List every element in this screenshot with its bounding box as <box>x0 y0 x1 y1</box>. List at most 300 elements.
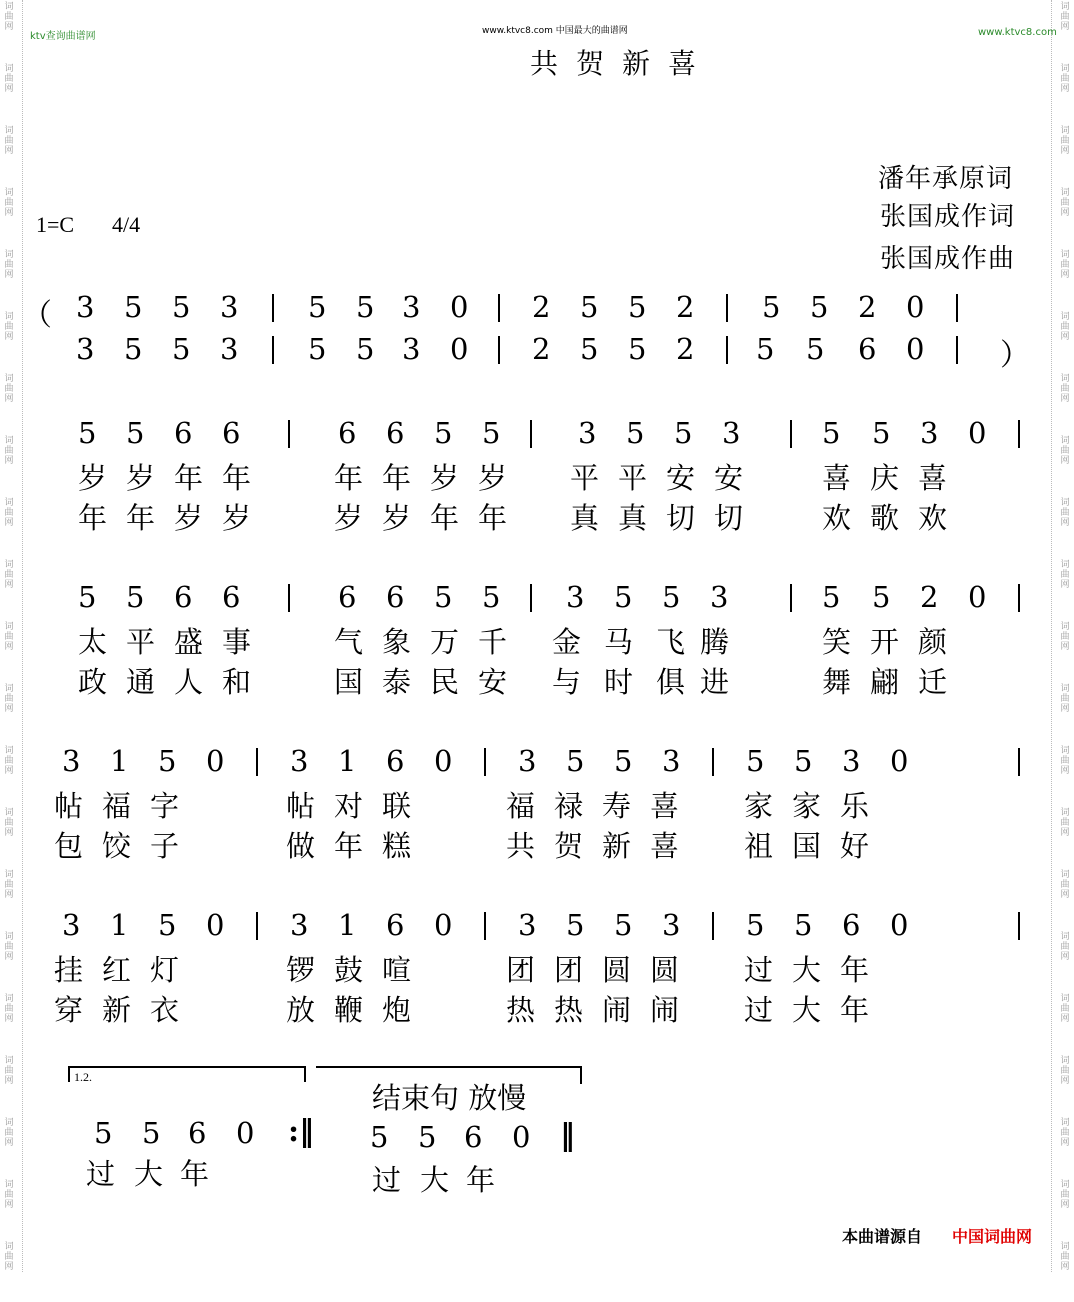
note: 1 <box>110 908 129 942</box>
watermark-char: 曲 <box>1060 12 1070 22</box>
watermark-char: 曲 <box>1060 756 1070 766</box>
lyric-char: 锣 <box>286 953 316 987</box>
song-title: 共贺新喜 <box>530 47 715 80</box>
watermark-char: 曲 <box>1060 1004 1070 1014</box>
note: 5 <box>124 332 143 366</box>
note: 3 <box>290 908 309 942</box>
note: 6 <box>222 416 241 450</box>
credit-lyricist: 张国成作词 <box>880 202 1016 232</box>
note: 5 <box>308 332 327 366</box>
note: 5 <box>78 580 97 614</box>
lyric-char: 喜 <box>650 789 680 823</box>
lyric-char: 好 <box>840 829 870 863</box>
note: 6 <box>222 580 241 614</box>
watermark-char: 词 <box>1060 1242 1070 1252</box>
watermark-char: 网 <box>1060 828 1070 838</box>
volta-2-label: 结束句 放慢 <box>372 1081 527 1115</box>
note: 1 <box>110 744 129 778</box>
note: 0 <box>434 744 453 778</box>
lyric-char: 过 <box>744 953 774 987</box>
watermark-char: 网 <box>1060 208 1070 218</box>
footer-source-label: 本曲谱源自 <box>842 1227 923 1246</box>
watermark-char: 网 <box>4 766 14 776</box>
lyric-char: 热 <box>506 993 536 1027</box>
note: 0 <box>450 332 469 366</box>
note: 5 <box>356 290 375 324</box>
note: 0 <box>512 1120 531 1154</box>
lyric-char: 开 <box>870 625 900 659</box>
watermark-char: 词 <box>1060 374 1070 384</box>
note: 5 <box>158 908 177 942</box>
watermark-char: 网 <box>4 828 14 838</box>
lyric-char: 穿 <box>54 993 84 1027</box>
note: 5 <box>434 416 453 450</box>
note: 3 <box>76 290 95 324</box>
note: 0 <box>890 908 909 942</box>
watermark-char: 网 <box>4 642 14 652</box>
watermark-char: 网 <box>4 1138 14 1148</box>
watermark-char: 网 <box>1060 890 1070 900</box>
lyric-char: 年 <box>478 501 508 535</box>
watermark-char: 词 <box>1060 64 1070 74</box>
note: 6 <box>386 580 405 614</box>
lyric-row <box>0 784 1074 824</box>
watermark-char: 网 <box>1060 1138 1070 1148</box>
lyric-char: 灯 <box>150 953 180 987</box>
watermark-char: 曲 <box>1060 198 1070 208</box>
note: 0 <box>206 908 225 942</box>
lyric-row <box>0 824 1074 864</box>
note: 2 <box>532 332 551 366</box>
ending-1-repeat-barline: :‖ <box>288 1114 315 1149</box>
watermark-char: 曲 <box>4 12 14 22</box>
note: 5 <box>172 332 191 366</box>
barline <box>498 336 500 364</box>
lyric-char: 切 <box>714 501 744 535</box>
lyric-char: 岁 <box>78 461 108 495</box>
lyric-char: 腾 <box>700 625 730 659</box>
lyric-char: 鼓 <box>334 953 364 987</box>
watermark-char: 词 <box>4 1118 14 1128</box>
watermark-char: 曲 <box>1060 446 1070 456</box>
note: 5 <box>746 908 765 942</box>
lyric-char: 舞 <box>822 665 852 699</box>
note: 5 <box>746 744 765 778</box>
watermark-char: 曲 <box>4 260 14 270</box>
note: 3 <box>62 908 81 942</box>
watermark-char: 网 <box>1060 84 1070 94</box>
lyric-char: 事 <box>222 625 252 659</box>
watermark-char: 词 <box>4 188 14 198</box>
barline <box>256 748 258 776</box>
lyric-char: 团 <box>554 953 584 987</box>
watermark-char: 词 <box>4 746 14 756</box>
note: 5 <box>566 908 585 942</box>
watermark-char: 网 <box>1060 270 1070 280</box>
watermark-char: 词 <box>1060 808 1070 818</box>
lyric-char: 共 <box>506 829 536 863</box>
watermark-char: 词 <box>1060 1118 1070 1128</box>
ending-2-final-barline: ‖ <box>560 1118 575 1153</box>
watermark-char: 词 <box>1060 498 1070 508</box>
watermark-char: 曲 <box>4 942 14 952</box>
watermark-char: 曲 <box>4 694 14 704</box>
footer-source-site[interactable]: 中国词曲网 <box>952 1227 1033 1246</box>
lyric-char: 岁 <box>478 461 508 495</box>
note: 5 <box>662 580 681 614</box>
note: 0 <box>906 332 925 366</box>
watermark-char: 曲 <box>1060 384 1070 394</box>
watermark-char: 网 <box>4 208 14 218</box>
watermark-char: 网 <box>1060 146 1070 156</box>
intro-close-paren: ） <box>1000 338 1030 373</box>
barline <box>726 294 728 322</box>
watermark-char: 词 <box>1060 312 1070 322</box>
watermark-char: 曲 <box>4 136 14 146</box>
lyric-char: 飞 <box>656 625 686 659</box>
lyric-char: 年 <box>382 461 412 495</box>
watermark-char: 曲 <box>4 1066 14 1076</box>
watermark-char: 网 <box>1060 332 1070 342</box>
watermark-char: 词 <box>4 1056 14 1066</box>
lyric-char: 联 <box>382 789 412 823</box>
lyric-char: 俱 <box>656 665 686 699</box>
lyric-char: 年 <box>334 829 364 863</box>
note: 5 <box>370 1120 389 1154</box>
note: 6 <box>174 416 193 450</box>
note: 0 <box>890 744 909 778</box>
note: 5 <box>822 580 841 614</box>
watermark-char: 网 <box>4 270 14 280</box>
note: 5 <box>794 908 813 942</box>
watermark-char: 曲 <box>1060 942 1070 952</box>
watermark-char: 词 <box>4 374 14 384</box>
note: 5 <box>822 416 841 450</box>
watermark-char: 曲 <box>1060 632 1070 642</box>
watermark-char: 网 <box>1060 456 1070 466</box>
lyric-char: 糕 <box>382 829 412 863</box>
ending-2-lyrics <box>0 1158 1074 1198</box>
watermark-char: 曲 <box>4 1190 14 1200</box>
note-row <box>0 580 1074 620</box>
key-signature: 1=C <box>36 212 75 237</box>
lyric-char: 切 <box>666 501 696 535</box>
watermark-char: 词 <box>1060 932 1070 942</box>
watermark-char: 曲 <box>4 570 14 580</box>
credit-composer: 张国成作曲 <box>880 244 1016 274</box>
lyric-char: 福 <box>102 789 132 823</box>
watermark-char: 网 <box>4 952 14 962</box>
note: 5 <box>810 290 829 324</box>
note: 2 <box>858 290 877 324</box>
watermark-char: 网 <box>4 1200 14 1210</box>
lyric-char: 对 <box>334 789 364 823</box>
lyric-char: 与 <box>552 665 582 699</box>
watermark-char: 词 <box>4 498 14 508</box>
lyric-char: 大 <box>792 993 822 1027</box>
lyric-char: 喜 <box>650 829 680 863</box>
lyric-char: 安 <box>666 461 696 495</box>
lyric-row <box>0 456 1074 496</box>
note: 6 <box>188 1116 207 1150</box>
watermark-char: 网 <box>4 22 14 32</box>
lyric-char: 新 <box>602 829 632 863</box>
watermark-char: 网 <box>1060 766 1070 776</box>
note: 6 <box>386 744 405 778</box>
watermark-char: 网 <box>1060 580 1070 590</box>
watermark-char: 词 <box>4 684 14 694</box>
watermark-char: 曲 <box>1060 570 1070 580</box>
lyric-char: 过 <box>372 1163 402 1197</box>
watermark-char: 曲 <box>4 756 14 766</box>
watermark-char: 曲 <box>1060 74 1070 84</box>
lyric-row <box>0 620 1074 660</box>
note: 5 <box>756 332 775 366</box>
barline <box>530 584 532 612</box>
note: 5 <box>614 580 633 614</box>
note: 5 <box>126 416 145 450</box>
watermark-char: 词 <box>1060 188 1070 198</box>
note: 1 <box>338 908 357 942</box>
note: 2 <box>532 290 551 324</box>
note: 5 <box>614 744 633 778</box>
watermark-char: 词 <box>1060 1056 1070 1066</box>
watermark-char: 词 <box>4 126 14 136</box>
intro-note-row-2 <box>0 332 1074 372</box>
lyric-char: 红 <box>102 953 132 987</box>
note: 3 <box>842 744 861 778</box>
note: 5 <box>580 332 599 366</box>
lyric-char: 安 <box>714 461 744 495</box>
lyric-char: 笑 <box>822 625 852 659</box>
note-row <box>0 908 1074 948</box>
lyric-char: 年 <box>334 461 364 495</box>
watermark-char: 词 <box>4 1242 14 1252</box>
lyric-char: 泰 <box>382 665 412 699</box>
barline <box>790 584 792 612</box>
note: 3 <box>402 332 421 366</box>
lyric-char: 国 <box>334 665 364 699</box>
note: 5 <box>126 580 145 614</box>
lyric-char: 岁 <box>222 501 252 535</box>
note: 3 <box>290 744 309 778</box>
barline <box>484 748 486 776</box>
note: 5 <box>580 290 599 324</box>
barline <box>530 420 532 448</box>
lyric-char: 圆 <box>602 953 632 987</box>
note: 5 <box>124 290 143 324</box>
barline <box>790 420 792 448</box>
watermark-char: 网 <box>4 1262 14 1272</box>
note: 5 <box>308 290 327 324</box>
watermark-char: 曲 <box>1060 260 1070 270</box>
watermark-char: 词 <box>4 560 14 570</box>
watermark-char: 词 <box>4 436 14 446</box>
note: 5 <box>482 580 501 614</box>
note: 5 <box>418 1120 437 1154</box>
watermark-char: 网 <box>1060 1200 1070 1210</box>
note: 5 <box>172 290 191 324</box>
watermark-char: 词 <box>4 932 14 942</box>
lyric-char: 字 <box>150 789 180 823</box>
lyric-char: 万 <box>430 625 460 659</box>
lyric-char: 平 <box>570 461 600 495</box>
note: 5 <box>78 416 97 450</box>
lyric-char: 子 <box>150 829 180 863</box>
barline <box>256 912 258 940</box>
note: 5 <box>626 416 645 450</box>
watermark-char: 词 <box>1060 870 1070 880</box>
watermark-char: 曲 <box>1060 1066 1070 1076</box>
watermark-char: 曲 <box>4 818 14 828</box>
note: 5 <box>794 744 813 778</box>
note: 3 <box>566 580 585 614</box>
lyric-char: 平 <box>126 625 156 659</box>
lyric-char: 喜 <box>822 461 852 495</box>
lyric-char: 岁 <box>126 461 156 495</box>
watermark-char: 曲 <box>4 632 14 642</box>
lyric-char: 过 <box>86 1157 116 1191</box>
note: 5 <box>158 744 177 778</box>
note: 5 <box>872 416 891 450</box>
watermark-char: 网 <box>1060 394 1070 404</box>
lyric-char: 大 <box>420 1163 450 1197</box>
watermark-char: 曲 <box>1060 136 1070 146</box>
note: 3 <box>920 416 939 450</box>
lyric-char: 歌 <box>870 501 900 535</box>
note: 3 <box>220 290 239 324</box>
lyric-char: 岁 <box>430 461 460 495</box>
watermark-char: 曲 <box>4 880 14 890</box>
watermark-char: 曲 <box>1060 508 1070 518</box>
watermark-char: 网 <box>4 84 14 94</box>
watermark-char: 词 <box>1060 994 1070 1004</box>
watermark-char: 网 <box>1060 1262 1070 1272</box>
watermark-char: 网 <box>1060 1014 1070 1024</box>
note: 3 <box>710 580 729 614</box>
watermark-char: 词 <box>4 622 14 632</box>
note: 3 <box>518 908 537 942</box>
watermark-char: 曲 <box>4 74 14 84</box>
lyric-char: 禄 <box>554 789 584 823</box>
watermark-char: 词 <box>1060 250 1070 260</box>
note: 6 <box>386 908 405 942</box>
watermark-char: 词 <box>1060 126 1070 136</box>
lyric-char: 放 <box>286 993 316 1027</box>
barline <box>288 584 290 612</box>
lyric-char: 进 <box>700 665 730 699</box>
watermark-char: 曲 <box>4 508 14 518</box>
lyric-char: 年 <box>174 461 204 495</box>
watermark-char: 词 <box>1060 2 1070 12</box>
watermark-char: 网 <box>1060 1076 1070 1086</box>
note: 5 <box>806 332 825 366</box>
note-row <box>0 744 1074 784</box>
watermark-char: 网 <box>4 890 14 900</box>
note: 3 <box>662 744 681 778</box>
lyric-char: 安 <box>478 665 508 699</box>
barline <box>712 912 714 940</box>
lyric-char: 迁 <box>918 665 948 699</box>
barline <box>272 294 274 322</box>
lyric-char: 年 <box>430 501 460 535</box>
barline <box>1018 912 1020 940</box>
lyric-char: 政 <box>78 665 108 699</box>
lyric-char: 通 <box>126 665 156 699</box>
lyric-char: 盛 <box>174 625 204 659</box>
lyric-char: 喜 <box>918 461 948 495</box>
lyric-char: 团 <box>506 953 536 987</box>
watermark-char: 网 <box>1060 642 1070 652</box>
watermark-char: 词 <box>4 994 14 1004</box>
intro-note-row-1 <box>0 290 1074 330</box>
lyric-char: 千 <box>478 625 508 659</box>
note: 6 <box>842 908 861 942</box>
watermark-char: 网 <box>4 394 14 404</box>
lyric-char: 热 <box>554 993 584 1027</box>
lyric-char: 人 <box>174 665 204 699</box>
note: 3 <box>62 744 81 778</box>
lyric-char: 年 <box>126 501 156 535</box>
lyric-row <box>0 660 1074 700</box>
lyric-row <box>0 948 1074 988</box>
lyric-char: 圆 <box>650 953 680 987</box>
note: 0 <box>434 908 453 942</box>
watermark-char: 曲 <box>1060 880 1070 890</box>
header-right-link[interactable]: www.ktvc8.com <box>978 27 1057 38</box>
note: 5 <box>762 290 781 324</box>
lyric-char: 饺 <box>102 829 132 863</box>
watermark-char: 网 <box>1060 22 1070 32</box>
note: 0 <box>206 744 225 778</box>
watermark-char: 词 <box>4 2 14 12</box>
watermark-char: 词 <box>4 312 14 322</box>
watermark-char: 曲 <box>4 1252 14 1262</box>
watermark-char: 网 <box>4 580 14 590</box>
watermark-char: 曲 <box>4 322 14 332</box>
lyric-char: 气 <box>334 625 364 659</box>
note: 6 <box>338 416 357 450</box>
lyric-char: 年 <box>466 1163 496 1197</box>
note: 6 <box>174 580 193 614</box>
lyric-char: 年 <box>78 501 108 535</box>
lyric-char: 乐 <box>840 789 870 823</box>
lyric-char: 时 <box>604 665 634 699</box>
watermark-char: 词 <box>4 870 14 880</box>
lyric-char: 真 <box>618 501 648 535</box>
watermark-char: 网 <box>4 332 14 342</box>
lyric-char: 做 <box>286 829 316 863</box>
note: 3 <box>662 908 681 942</box>
lyric-char: 帖 <box>286 789 316 823</box>
barline <box>288 420 290 448</box>
barline <box>484 912 486 940</box>
watermark-char: 曲 <box>1060 1190 1070 1200</box>
note: 5 <box>94 1116 113 1150</box>
lyric-char: 喧 <box>382 953 412 987</box>
lyric-char: 福 <box>506 789 536 823</box>
barline <box>498 294 500 322</box>
note: 3 <box>518 744 537 778</box>
note: 3 <box>402 290 421 324</box>
lyric-char: 包 <box>54 829 84 863</box>
watermark-char: 词 <box>4 250 14 260</box>
note: 5 <box>872 580 891 614</box>
lyric-char: 平 <box>618 461 648 495</box>
header-left-link[interactable]: ktv查询曲谱网 <box>30 31 96 42</box>
watermark-char: 网 <box>1060 704 1070 714</box>
barline <box>956 336 958 364</box>
